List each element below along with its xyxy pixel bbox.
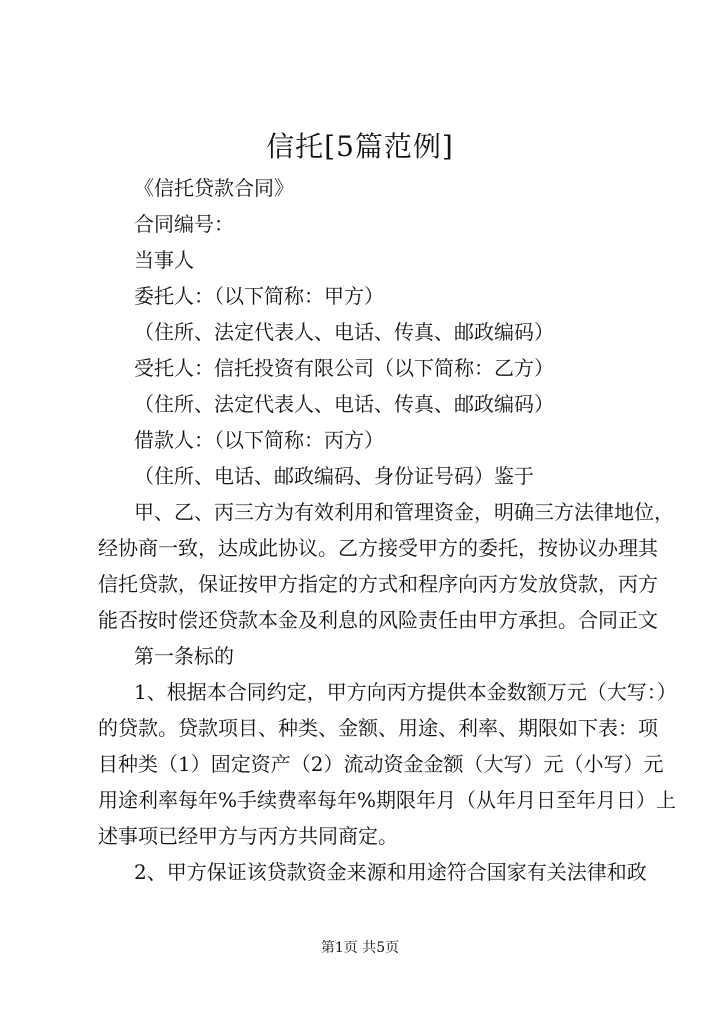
contract-number-label: 合同编号：: [134, 212, 234, 236]
paragraph-line: 经协商一致，达成此协议。乙方接受甲方的委托，按协议办理其: [98, 536, 658, 560]
document-body: [98, 170, 677, 890]
trustee-party: 受托人：信托投资有限公司（以下简称：乙方）: [134, 356, 554, 380]
clause-line: 1、根据本合同约定，甲方向丙方提供本金数额万元（大写：）: [134, 680, 677, 704]
page-footer: 第1页 共5页: [320, 940, 400, 956]
paragraph-line: 能否按时偿还贷款本金及利息的风险责任由甲方承担。合同正文: [98, 608, 658, 632]
paragraph-line: 信托贷款，保证按甲方指定的方式和程序向丙方发放贷款，丙方: [98, 572, 658, 596]
contract-name: 《信托贷款合同》: [134, 176, 294, 200]
parties-heading: 当事人: [134, 248, 194, 272]
principal-party: 委托人：（以下简称：甲方）: [134, 284, 384, 308]
document-title: 信托[5篇范例]: [266, 130, 454, 163]
article-heading: 第一条标的: [134, 644, 234, 668]
trustee-details: （住所、法定代表人、电话、传真、邮政编码）: [134, 392, 554, 416]
clause-line: 目种类（1）固定资产（2）流动资金金额（大写）元（小写）元: [98, 752, 664, 776]
clause-line: 述事项已经甲方与丙方共同商定。: [98, 824, 398, 848]
clause-line: 的贷款。贷款项目、种类、金额、用途、利率、期限如下表：项: [98, 716, 658, 740]
borrower-details: （住所、电话、邮政编码、身份证号码）鉴于: [134, 464, 534, 488]
clause-line: 2、甲方保证该贷款资金来源和用途符合国家有关法律和政: [134, 860, 647, 884]
paragraph-line: 甲、乙、丙三方为有效利用和管理资金，明确三方法律地位，: [134, 500, 674, 524]
clause-line: 用途利率每年%手续费率每年%期限年月（从年月日至年月日）上: [98, 788, 677, 812]
principal-details: （住所、法定代表人、电话、传真、邮政编码）: [134, 320, 554, 344]
borrower-party: 借款人：（以下简称：丙方）: [134, 428, 384, 452]
